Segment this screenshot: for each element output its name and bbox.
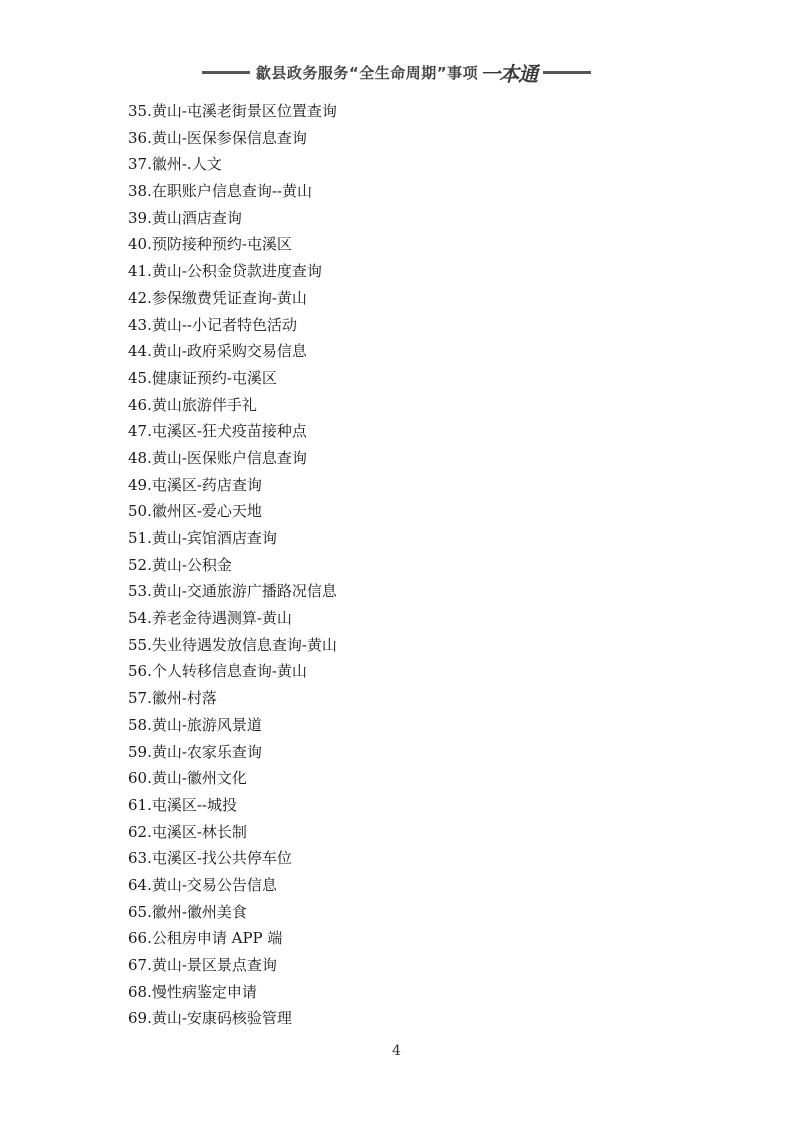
list-item: 45.健康证预约-屯溪区 xyxy=(128,368,277,387)
list-item: 61.屯溪区--城投 xyxy=(128,795,237,814)
list-item: 56.个人转移信息查询-黄山 xyxy=(128,662,307,681)
list-item: 59.黄山-农家乐查询 xyxy=(128,742,262,761)
header-brand-logo: 一本通 xyxy=(480,61,538,86)
list-item: 46.黄山旅游伴手礼 xyxy=(128,395,257,414)
list-item: 38.在职账户信息查询--黄山 xyxy=(128,182,312,201)
page-number: 4 xyxy=(392,1043,401,1059)
list-item: 43.黄山--小记者特色活动 xyxy=(128,315,297,334)
list-item: 57.徽州-村落 xyxy=(128,689,217,708)
list-item: 68.慢性病鉴定申请 xyxy=(128,982,257,1001)
list-item: 37.徽州-.人文 xyxy=(128,155,222,174)
list-item: 49.屯溪区-药店查询 xyxy=(128,475,262,494)
list-item: 64.黄山-交易公告信息 xyxy=(128,875,277,894)
list-item: 40.预防接种预约-屯溪区 xyxy=(128,235,292,254)
list-item: 62.屯溪区-林长制 xyxy=(128,822,247,841)
service-item-list xyxy=(128,98,337,1032)
list-item: 35.黄山-屯溪老街景区位置查询 xyxy=(128,102,337,120)
list-item: 52.黄山-公积金 xyxy=(128,555,232,574)
list-item: 44.黄山-政府采购交易信息 xyxy=(128,342,307,361)
header-rule-left xyxy=(202,71,250,74)
list-item: 63.屯溪区-找公共停车位 xyxy=(128,849,292,868)
list-item: 67.黄山-景区景点查询 xyxy=(128,956,277,974)
list-item: 53.黄山-交通旅游广播路况信息 xyxy=(128,582,337,601)
list-item: 47.屯溪区-狂犬疫苗接种点 xyxy=(128,422,307,441)
header-rule-right xyxy=(543,71,591,74)
list-item: 65.徽州-徽州美食 xyxy=(128,902,247,921)
list-item: 66.公租房申请 APP 端 xyxy=(128,929,283,948)
list-item: 39.黄山酒店查询 xyxy=(128,208,242,227)
list-item: 60.黄山-徽州文化 xyxy=(128,769,247,788)
list-item: 48.黄山-医保账户信息查询 xyxy=(128,448,307,467)
list-item: 54.养老金待遇测算-黄山 xyxy=(128,609,292,628)
list-item: 55.失业待遇发放信息查询-黄山 xyxy=(128,635,337,654)
page-header xyxy=(0,60,793,84)
list-item: 51.黄山-宾馆酒店查询 xyxy=(128,529,277,547)
list-item: 41.黄山-公积金贷款进度查询 xyxy=(128,262,322,281)
header-title: 歙县政务服务“全生命周期”事项 xyxy=(255,63,479,82)
list-item: 42.参保缴费凭证查询-黄山 xyxy=(128,288,307,307)
list-item: 50.徽州区-爱心天地 xyxy=(128,502,262,521)
list-item: 58.黄山-旅游风景道 xyxy=(128,715,262,734)
list-item: 36.黄山-医保参保信息查询 xyxy=(128,128,307,147)
list-item: 69.黄山-安康码核验管理 xyxy=(128,1009,292,1028)
